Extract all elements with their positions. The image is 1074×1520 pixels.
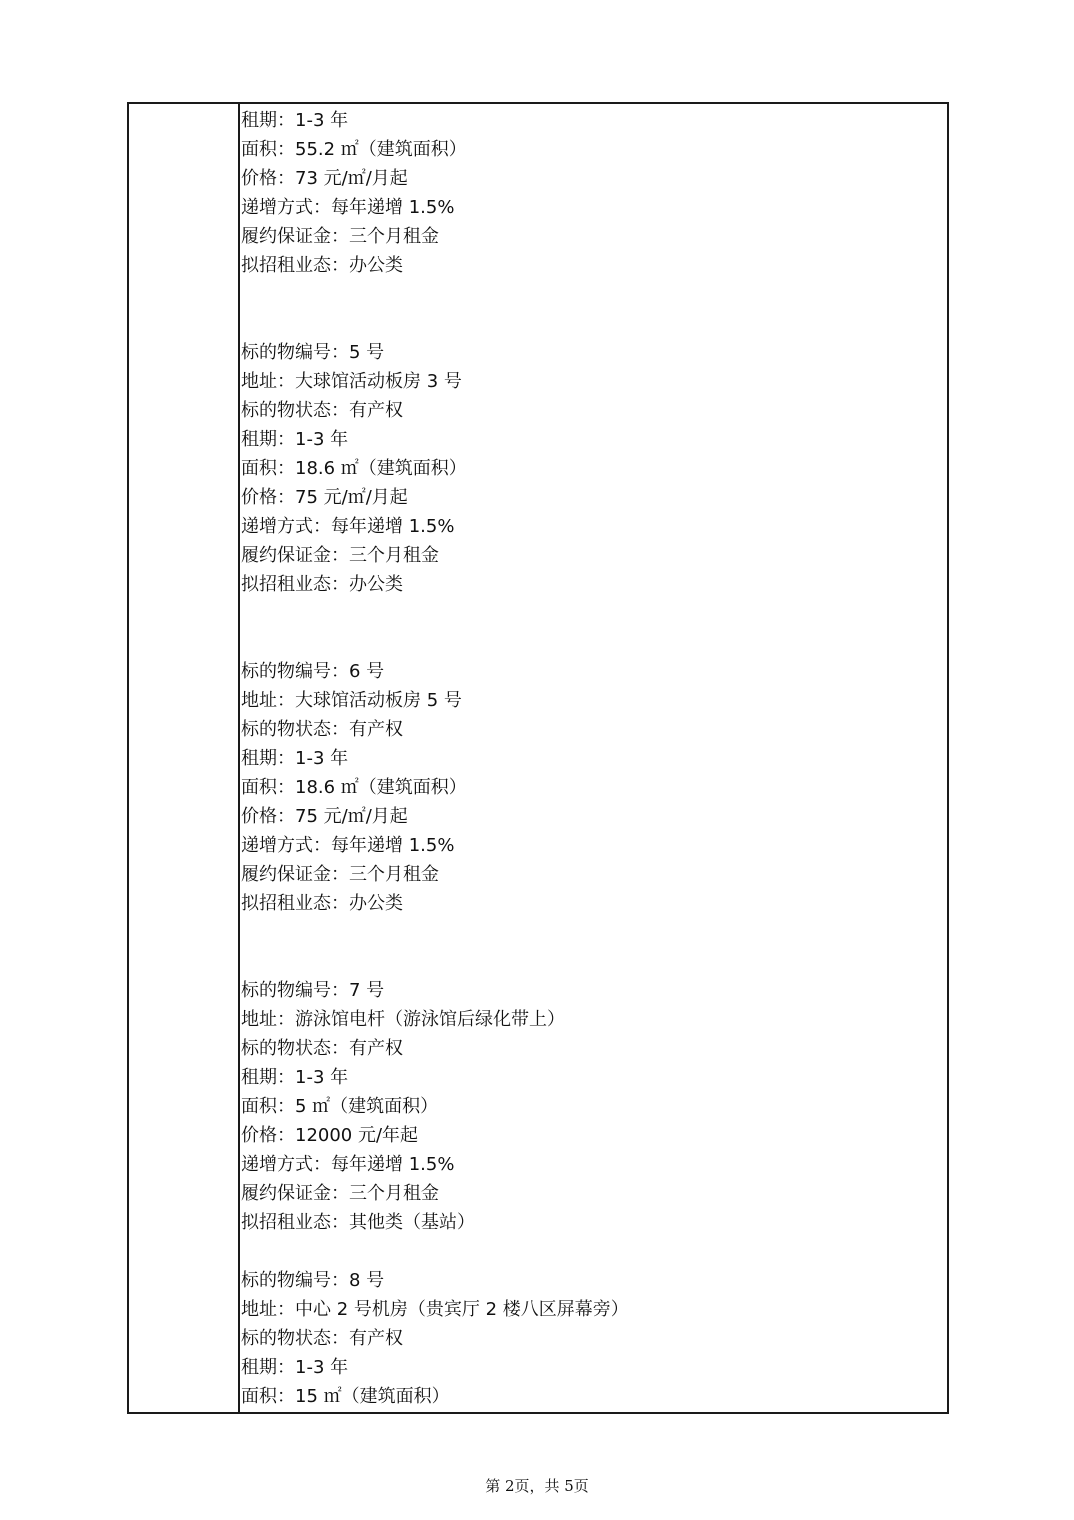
- blank-line: [241, 599, 947, 628]
- listing-line: 租期：1-3 年: [241, 429, 349, 450]
- listing-line: 面积：18.6 ㎡（建筑面积）: [241, 777, 467, 798]
- listing-content: [241, 106, 947, 1412]
- listing-line: 标的物状态：有产权: [241, 1038, 403, 1059]
- listing-line: 递增方式：每年递增 1.5%: [241, 197, 455, 218]
- listing-line: 价格：75 元/㎡/月起: [241, 806, 408, 827]
- listing-line: 租期：1-3 年: [241, 110, 349, 131]
- listing-line: 递增方式：每年递增 1.5%: [241, 1154, 455, 1175]
- blank-line: [241, 628, 947, 657]
- listing-line: 地址：游泳馆电杆（游泳馆后绿化带上）: [241, 1009, 565, 1030]
- listing-line: 租期：1-3 年: [241, 1067, 349, 1088]
- column-divider: [238, 104, 240, 1412]
- listing-line: 拟招租业态：办公类: [241, 574, 403, 595]
- listing-line: 标的物状态：有产权: [241, 719, 403, 740]
- listing-line: 价格：12000 元/年起: [241, 1125, 419, 1146]
- listing-table: [127, 102, 949, 1414]
- listing-line: 租期：1-3 年: [241, 748, 349, 769]
- blank-line: [241, 280, 947, 309]
- listing-line: 价格：75 元/㎡/月起: [241, 487, 408, 508]
- listing-line: 地址：大球馆活动板房 3 号: [241, 371, 462, 392]
- listing-line: 面积：55.2 ㎡（建筑面积）: [241, 139, 467, 160]
- listing-line: 递增方式：每年递增 1.5%: [241, 516, 455, 537]
- listing-line: 标的物编号：5 号: [241, 342, 385, 363]
- listing-line: 标的物状态：有产权: [241, 1328, 403, 1349]
- listing-line: 租期：1-3 年: [241, 1357, 349, 1378]
- listing-line: 地址：大球馆活动板房 5 号: [241, 690, 462, 711]
- listing-line: 拟招租业态：办公类: [241, 255, 403, 276]
- listing-line: 面积：18.6 ㎡（建筑面积）: [241, 458, 467, 479]
- listing-line: 面积：5 ㎡（建筑面积）: [241, 1096, 439, 1117]
- listing-line: 履约保证金：三个月租金: [241, 545, 439, 566]
- blank-line: [241, 947, 947, 976]
- listing-line: 履约保证金：三个月租金: [241, 864, 439, 885]
- listing-line: 标的物编号：8 号: [241, 1270, 385, 1291]
- listing-line: 履约保证金：三个月租金: [241, 226, 439, 247]
- listing-line: 履约保证金：三个月租金: [241, 1183, 439, 1204]
- blank-line: [241, 309, 947, 338]
- listing-line: 标的物编号：6 号: [241, 661, 385, 682]
- listing-line: 递增方式：每年递增 1.5%: [241, 835, 455, 856]
- listing-line: 拟招租业态：办公类: [241, 893, 403, 914]
- listing-line: 标的物状态：有产权: [241, 400, 403, 421]
- listing-line: 标的物编号：7 号: [241, 980, 385, 1001]
- listing-line: 面积：15 ㎡（建筑面积）: [241, 1386, 450, 1407]
- listing-line: 地址：中心 2 号机房（贵宾厅 2 楼八区屏幕旁）: [241, 1299, 629, 1320]
- page-footer: 第 2页，共 5页: [485, 1477, 589, 1495]
- blank-line: [241, 918, 947, 947]
- blank-line: [241, 1237, 947, 1266]
- listing-line: 拟招租业态：其他类（基站）: [241, 1212, 475, 1233]
- listing-line: 价格：73 元/㎡/月起: [241, 168, 408, 189]
